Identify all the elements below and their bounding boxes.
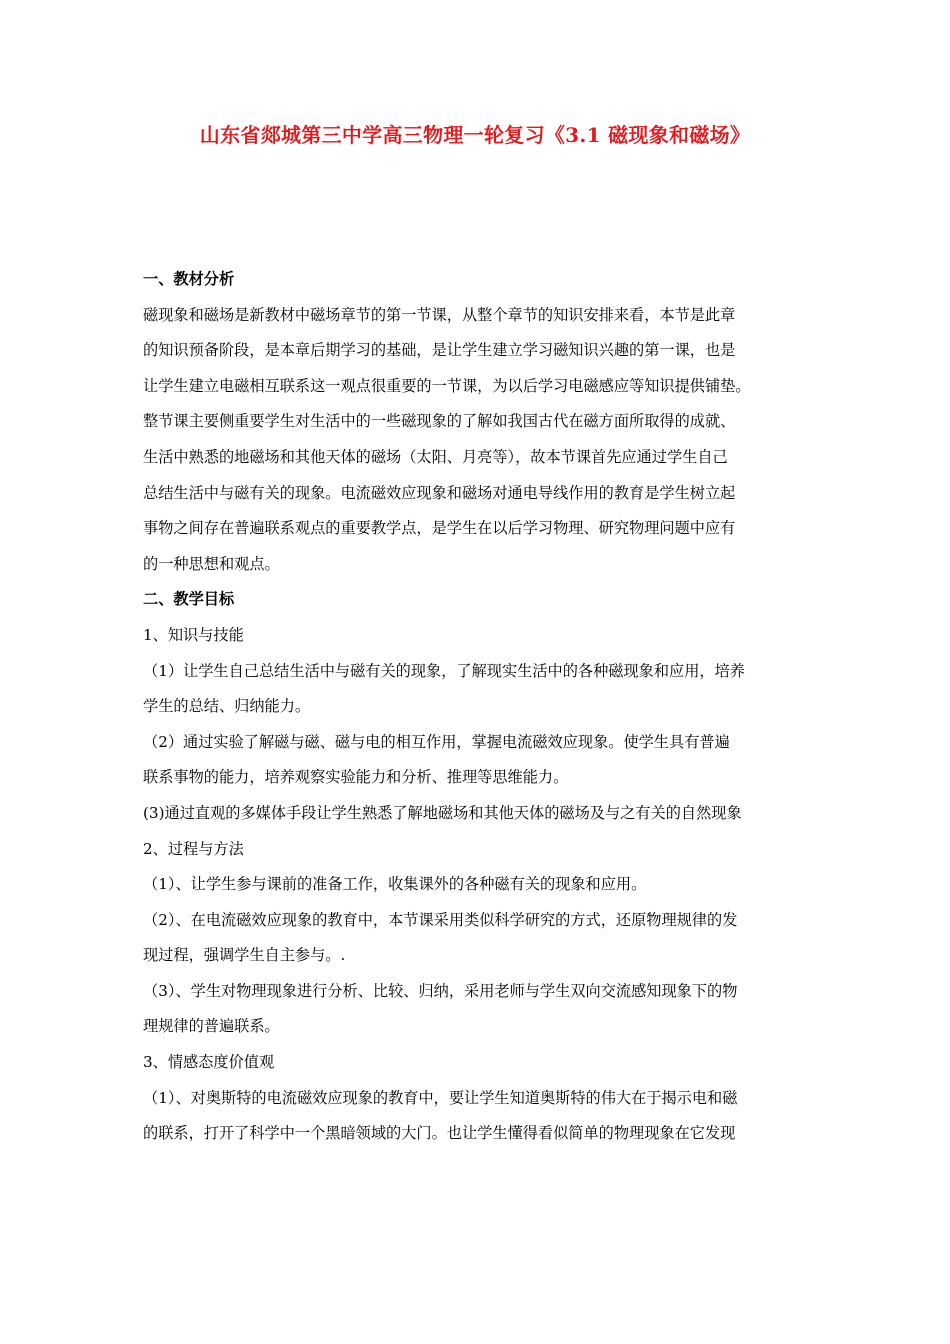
text-line: （1）让学生自己总结生活中与磁有关的现象，了解现实生活中的各种磁现象和应用，培养 — [143, 661, 745, 680]
text-line: 整节课主要侧重要学生对生活中的一些磁现象的了解如我国古代在磁方面所取得的成就、 — [143, 412, 736, 431]
text-line: 联系事物的能力，培养观察实验能力和分析、推理等思维能力。 — [143, 768, 569, 787]
text-line: 总结生活中与磁有关的现象。电流磁效应现象和磁场对通电导线作用的教育是学生树立起 — [143, 483, 736, 502]
text-line: 的联系，打开了科学中一个黑暗领域的大门。也让学生懂得看似简单的物理现象在它发现 — [143, 1124, 736, 1143]
text-line: 的一种思想和观点。 — [143, 554, 280, 573]
text-line: （2）、在电流磁效应现象的教育中，本节课采用类似科学研究的方式，还原物理规律的发 — [143, 910, 738, 929]
text-line: （3）、学生对物理现象进行分析、比较、归纳，采用老师与学生双向交流感知现象下的物 — [143, 981, 738, 1000]
section-heading: 一、教材分析 — [143, 270, 235, 288]
text-line: 现过程，强调学生自主参与。. — [143, 946, 346, 965]
document-body — [143, 262, 815, 1152]
text-line: (3)通过直观的多媒体手段让学生熟悉了解地磁场和其他天体的磁场及与之有关的自然现象 — [143, 803, 742, 822]
text-line: 学生的总结、归纳能力。 — [143, 697, 311, 716]
text-line: 3、情感态度价值观 — [143, 1053, 275, 1072]
text-line: （2）通过实验了解磁与磁、磁与电的相互作用，掌握电流磁效应现象。使学生具有普遍 — [143, 732, 730, 751]
text-line: 磁现象和磁场是新教材中磁场章节的第一节课，从整个章节的知识安排来看，本节是此章 — [143, 305, 736, 324]
text-line: （1）、对奥斯特的电流磁效应现象的教育中，要让学生知道奥斯特的伟大在于揭示电和磁 — [143, 1088, 738, 1107]
text-line: 1、知识与技能 — [143, 625, 244, 644]
text-line: 生活中熟悉的地磁场和其他天体的磁场（太阳、月亮等），故本节课首先应通过学生自己 — [143, 447, 728, 466]
text-line: 2、过程与方法 — [143, 839, 244, 858]
document-title: 山东省郯城第三中学高三物理一轮复习《3.1 磁现象和磁场》 — [199, 123, 751, 147]
text-line: 事物之间存在普遍联系观点的重要教学点，是学生在以后学习物理、研究物理问题中应有 — [143, 519, 736, 538]
text-line: 的知识预备阶段，是本章后期学习的基础，是让学生建立学习磁知识兴趣的第一课，也是 — [143, 341, 736, 360]
text-line: 理规律的普遍联系。 — [143, 1017, 280, 1036]
text-line: 让学生建立电磁相互联系这一观点很重要的一节课，为以后学习电磁感应等知识提供铺垫。 — [143, 376, 751, 395]
text-line: （1）、让学生参与课前的准备工作，收集课外的各种磁有关的现象和应用。 — [143, 875, 647, 894]
section-heading: 二、教学目标 — [143, 590, 235, 609]
